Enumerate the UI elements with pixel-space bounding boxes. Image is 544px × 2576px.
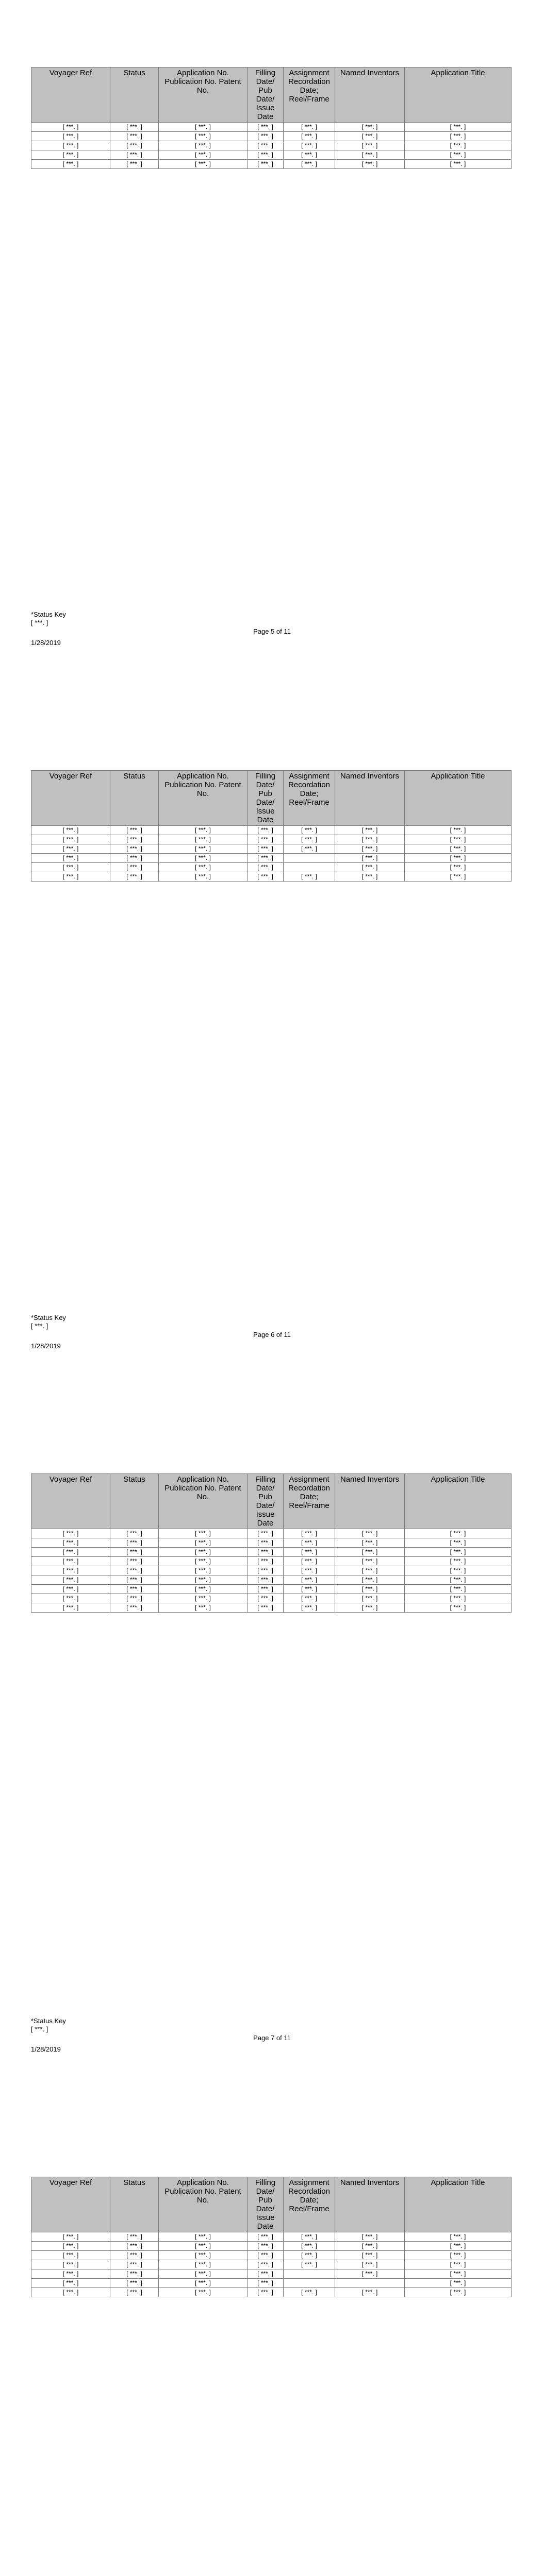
cell-named-inventors: [ ***. ] bbox=[335, 854, 405, 863]
cell-named-inventors: [ ***. ] bbox=[335, 1548, 405, 1557]
col-header-application-title: Application Title bbox=[405, 2177, 512, 2232]
col-header-voyager-ref: Voyager Ref bbox=[31, 2177, 110, 2232]
cell-filling-date: [ ***. ] bbox=[248, 141, 284, 150]
cell-assignment-recordation bbox=[284, 2269, 335, 2279]
cell-filling-date: [ ***. ] bbox=[248, 835, 284, 844]
cell-voyager-ref: [ ***. ] bbox=[31, 1538, 110, 1548]
col-header-filling-date: Filling Date/ Pub Date/ Issue Date bbox=[248, 67, 284, 123]
cell-application-title: [ ***. ] bbox=[405, 854, 512, 863]
cell-assignment-recordation: [ ***. ] bbox=[284, 141, 335, 150]
cell-voyager-ref: [ ***. ] bbox=[31, 1548, 110, 1557]
cell-voyager-ref: [ ***. ] bbox=[31, 123, 110, 132]
cell-named-inventors: [ ***. ] bbox=[335, 1585, 405, 1594]
cell-application-no: [ ***. ] bbox=[159, 1557, 248, 1566]
cell-status: [ ***. ] bbox=[110, 863, 159, 872]
cell-application-no: [ ***. ] bbox=[159, 132, 248, 141]
cell-application-title: [ ***. ] bbox=[405, 2288, 512, 2297]
cell-filling-date: [ ***. ] bbox=[248, 1538, 284, 1548]
table-row bbox=[31, 863, 512, 872]
print-date: 1/28/2019 bbox=[31, 2045, 61, 2053]
cell-filling-date: [ ***. ] bbox=[248, 2260, 284, 2269]
cell-status: [ ***. ] bbox=[110, 132, 159, 141]
cell-assignment-recordation: [ ***. ] bbox=[284, 2232, 335, 2242]
cell-application-title: [ ***. ] bbox=[405, 160, 512, 169]
document-page bbox=[0, 1406, 544, 2110]
cell-application-title: [ ***. ] bbox=[405, 1548, 512, 1557]
patent-schedule-table bbox=[31, 2177, 512, 2297]
status-key-label: *Status Key bbox=[31, 1314, 66, 1321]
cell-application-no: [ ***. ] bbox=[159, 1548, 248, 1557]
cell-assignment-recordation: [ ***. ] bbox=[284, 150, 335, 160]
cell-application-no: [ ***. ] bbox=[159, 863, 248, 872]
table-row bbox=[31, 160, 512, 169]
cell-filling-date: [ ***. ] bbox=[248, 1603, 284, 1613]
cell-assignment-recordation bbox=[284, 863, 335, 872]
cell-application-title: [ ***. ] bbox=[405, 1557, 512, 1566]
document-page bbox=[0, 703, 544, 1406]
col-header-status: Status bbox=[110, 1474, 159, 1529]
cell-application-title: [ ***. ] bbox=[405, 2279, 512, 2288]
table-row bbox=[31, 123, 512, 132]
document-page bbox=[0, 2110, 544, 2576]
cell-application-no: [ ***. ] bbox=[159, 1594, 248, 1603]
table-row bbox=[31, 2260, 512, 2269]
cell-filling-date: [ ***. ] bbox=[248, 826, 284, 835]
cell-application-no: [ ***. ] bbox=[159, 1585, 248, 1594]
cell-application-no: [ ***. ] bbox=[159, 826, 248, 835]
col-header-named-inventors: Named Inventors bbox=[335, 67, 405, 123]
col-header-filling-date: Filling Date/ Pub Date/ Issue Date bbox=[248, 2177, 284, 2232]
cell-voyager-ref: [ ***. ] bbox=[31, 872, 110, 882]
cell-voyager-ref: [ ***. ] bbox=[31, 2269, 110, 2279]
table-row bbox=[31, 2288, 512, 2297]
cell-application-no: [ ***. ] bbox=[159, 854, 248, 863]
table-row bbox=[31, 2242, 512, 2251]
cell-application-no: [ ***. ] bbox=[159, 1575, 248, 1585]
cell-filling-date: [ ***. ] bbox=[248, 854, 284, 863]
cell-voyager-ref: [ ***. ] bbox=[31, 2260, 110, 2269]
cell-application-no: [ ***. ] bbox=[159, 123, 248, 132]
cell-filling-date: [ ***. ] bbox=[248, 1566, 284, 1575]
cell-filling-date: [ ***. ] bbox=[248, 2251, 284, 2260]
cell-named-inventors: [ ***. ] bbox=[335, 844, 405, 854]
cell-assignment-recordation: [ ***. ] bbox=[284, 1603, 335, 1613]
table-row bbox=[31, 150, 512, 160]
cell-filling-date: [ ***. ] bbox=[248, 150, 284, 160]
cell-status: [ ***. ] bbox=[110, 2288, 159, 2297]
cell-named-inventors: [ ***. ] bbox=[335, 826, 405, 835]
table-row bbox=[31, 1529, 512, 1538]
cell-application-no: [ ***. ] bbox=[159, 872, 248, 882]
cell-status: [ ***. ] bbox=[110, 835, 159, 844]
page-number: Page 5 of 11 bbox=[253, 628, 291, 635]
cell-status: [ ***. ] bbox=[110, 1548, 159, 1557]
cell-voyager-ref: [ ***. ] bbox=[31, 160, 110, 169]
cell-status: [ ***. ] bbox=[110, 1585, 159, 1594]
cell-filling-date: [ ***. ] bbox=[248, 1529, 284, 1538]
cell-application-title: [ ***. ] bbox=[405, 863, 512, 872]
cell-filling-date: [ ***. ] bbox=[248, 872, 284, 882]
cell-named-inventors: [ ***. ] bbox=[335, 1557, 405, 1566]
cell-named-inventors: [ ***. ] bbox=[335, 1603, 405, 1613]
cell-filling-date: [ ***. ] bbox=[248, 2279, 284, 2288]
page-number: Page 6 of 11 bbox=[253, 1331, 291, 1338]
cell-status: [ ***. ] bbox=[110, 872, 159, 882]
cell-application-no: [ ***. ] bbox=[159, 835, 248, 844]
cell-application-title: [ ***. ] bbox=[405, 835, 512, 844]
col-header-application-no: Application No. Publication No. Patent No. bbox=[159, 1474, 248, 1529]
cell-named-inventors: [ ***. ] bbox=[335, 160, 405, 169]
cell-status: [ ***. ] bbox=[110, 123, 159, 132]
cell-status: [ ***. ] bbox=[110, 2260, 159, 2269]
cell-assignment-recordation: [ ***. ] bbox=[284, 826, 335, 835]
cell-voyager-ref: [ ***. ] bbox=[31, 1603, 110, 1613]
cell-status: [ ***. ] bbox=[110, 1603, 159, 1613]
table-row bbox=[31, 1575, 512, 1585]
table-row bbox=[31, 132, 512, 141]
col-header-application-title: Application Title bbox=[405, 1474, 512, 1529]
cell-application-title: [ ***. ] bbox=[405, 1585, 512, 1594]
cell-status: [ ***. ] bbox=[110, 844, 159, 854]
cell-status: [ ***. ] bbox=[110, 2251, 159, 2260]
status-key bbox=[31, 611, 66, 627]
cell-status: [ ***. ] bbox=[110, 2242, 159, 2251]
cell-status: [ ***. ] bbox=[110, 1575, 159, 1585]
cell-application-no: [ ***. ] bbox=[159, 160, 248, 169]
table-row bbox=[31, 1548, 512, 1557]
cell-assignment-recordation: [ ***. ] bbox=[284, 2260, 335, 2269]
table-header-row bbox=[31, 1474, 512, 1529]
cell-voyager-ref: [ ***. ] bbox=[31, 132, 110, 141]
cell-application-title: [ ***. ] bbox=[405, 872, 512, 882]
status-key-label: *Status Key bbox=[31, 2017, 66, 2025]
cell-voyager-ref: [ ***. ] bbox=[31, 2242, 110, 2251]
cell-filling-date: [ ***. ] bbox=[248, 863, 284, 872]
cell-status: [ ***. ] bbox=[110, 1529, 159, 1538]
status-key-value: [ ***. ] bbox=[31, 619, 48, 626]
status-key bbox=[31, 1314, 66, 1330]
cell-named-inventors: [ ***. ] bbox=[335, 872, 405, 882]
cell-assignment-recordation: [ ***. ] bbox=[284, 1548, 335, 1557]
cell-voyager-ref: [ ***. ] bbox=[31, 844, 110, 854]
table-header-row bbox=[31, 771, 512, 826]
cell-application-title: [ ***. ] bbox=[405, 1538, 512, 1548]
cell-filling-date: [ ***. ] bbox=[248, 123, 284, 132]
col-header-assignment-recordation: Assignment Recordation Date; Reel/Frame bbox=[284, 67, 335, 123]
table-row bbox=[31, 1594, 512, 1603]
cell-status: [ ***. ] bbox=[110, 2279, 159, 2288]
cell-voyager-ref: [ ***. ] bbox=[31, 1566, 110, 1575]
cell-named-inventors: [ ***. ] bbox=[335, 1538, 405, 1548]
cell-named-inventors: [ ***. ] bbox=[335, 1575, 405, 1585]
cell-assignment-recordation: [ ***. ] bbox=[284, 1575, 335, 1585]
cell-application-no: [ ***. ] bbox=[159, 1603, 248, 1613]
cell-named-inventors: [ ***. ] bbox=[335, 141, 405, 150]
cell-named-inventors: [ ***. ] bbox=[335, 2288, 405, 2297]
table-row bbox=[31, 1603, 512, 1613]
col-header-status: Status bbox=[110, 67, 159, 123]
col-header-status: Status bbox=[110, 2177, 159, 2232]
cell-status: [ ***. ] bbox=[110, 141, 159, 150]
cell-status: [ ***. ] bbox=[110, 1557, 159, 1566]
cell-voyager-ref: [ ***. ] bbox=[31, 2279, 110, 2288]
cell-application-no: [ ***. ] bbox=[159, 2279, 248, 2288]
cell-application-no: [ ***. ] bbox=[159, 1538, 248, 1548]
cell-application-no: [ ***. ] bbox=[159, 2251, 248, 2260]
cell-application-title: [ ***. ] bbox=[405, 150, 512, 160]
cell-filling-date: [ ***. ] bbox=[248, 160, 284, 169]
cell-application-no: [ ***. ] bbox=[159, 2232, 248, 2242]
cell-status: [ ***. ] bbox=[110, 1566, 159, 1575]
cell-assignment-recordation: [ ***. ] bbox=[284, 1529, 335, 1538]
cell-status: [ ***. ] bbox=[110, 160, 159, 169]
table-row bbox=[31, 1585, 512, 1594]
cell-named-inventors: [ ***. ] bbox=[335, 150, 405, 160]
cell-assignment-recordation: [ ***. ] bbox=[284, 132, 335, 141]
cell-assignment-recordation: [ ***. ] bbox=[284, 835, 335, 844]
cell-status: [ ***. ] bbox=[110, 854, 159, 863]
cell-named-inventors: [ ***. ] bbox=[335, 2232, 405, 2242]
cell-voyager-ref: [ ***. ] bbox=[31, 1575, 110, 1585]
status-key-label: *Status Key bbox=[31, 611, 66, 618]
table-row bbox=[31, 826, 512, 835]
cell-application-title: [ ***. ] bbox=[405, 1575, 512, 1585]
cell-application-title: [ ***. ] bbox=[405, 141, 512, 150]
table-row bbox=[31, 844, 512, 854]
cell-voyager-ref: [ ***. ] bbox=[31, 854, 110, 863]
table-header-row bbox=[31, 67, 512, 123]
cell-filling-date: [ ***. ] bbox=[248, 1585, 284, 1594]
cell-voyager-ref: [ ***. ] bbox=[31, 150, 110, 160]
cell-filling-date: [ ***. ] bbox=[248, 844, 284, 854]
document-page bbox=[0, 0, 544, 703]
print-date: 1/28/2019 bbox=[31, 1342, 61, 1350]
cell-named-inventors: [ ***. ] bbox=[335, 2251, 405, 2260]
cell-application-title: [ ***. ] bbox=[405, 132, 512, 141]
cell-filling-date: [ ***. ] bbox=[248, 1557, 284, 1566]
table-row bbox=[31, 2279, 512, 2288]
table-row bbox=[31, 2269, 512, 2279]
cell-application-title: [ ***. ] bbox=[405, 1566, 512, 1575]
cell-named-inventors: [ ***. ] bbox=[335, 123, 405, 132]
cell-named-inventors: [ ***. ] bbox=[335, 863, 405, 872]
cell-filling-date: [ ***. ] bbox=[248, 2232, 284, 2242]
cell-status: [ ***. ] bbox=[110, 826, 159, 835]
patent-schedule-table bbox=[31, 1473, 512, 1613]
cell-status: [ ***. ] bbox=[110, 2269, 159, 2279]
cell-application-title: [ ***. ] bbox=[405, 123, 512, 132]
col-header-status: Status bbox=[110, 771, 159, 826]
table-row bbox=[31, 872, 512, 882]
cell-assignment-recordation: [ ***. ] bbox=[284, 872, 335, 882]
col-header-voyager-ref: Voyager Ref bbox=[31, 771, 110, 826]
cell-named-inventors: [ ***. ] bbox=[335, 1566, 405, 1575]
cell-named-inventors bbox=[335, 2279, 405, 2288]
table-header-row bbox=[31, 2177, 512, 2232]
table-row bbox=[31, 1538, 512, 1548]
cell-status: [ ***. ] bbox=[110, 150, 159, 160]
cell-application-no: [ ***. ] bbox=[159, 1529, 248, 1538]
cell-assignment-recordation: [ ***. ] bbox=[284, 2242, 335, 2251]
col-header-named-inventors: Named Inventors bbox=[335, 771, 405, 826]
patent-schedule-table bbox=[31, 770, 512, 882]
cell-named-inventors: [ ***. ] bbox=[335, 2269, 405, 2279]
cell-status: [ ***. ] bbox=[110, 1538, 159, 1548]
cell-application-title: [ ***. ] bbox=[405, 2232, 512, 2242]
cell-voyager-ref: [ ***. ] bbox=[31, 1585, 110, 1594]
status-key bbox=[31, 2017, 66, 2033]
table-row bbox=[31, 854, 512, 863]
cell-application-title: [ ***. ] bbox=[405, 1529, 512, 1538]
cell-voyager-ref: [ ***. ] bbox=[31, 835, 110, 844]
cell-filling-date: [ ***. ] bbox=[248, 2288, 284, 2297]
status-key-value: [ ***. ] bbox=[31, 1322, 48, 1330]
table-row bbox=[31, 1557, 512, 1566]
col-header-application-title: Application Title bbox=[405, 771, 512, 826]
cell-application-no: [ ***. ] bbox=[159, 2288, 248, 2297]
cell-application-no: [ ***. ] bbox=[159, 844, 248, 854]
cell-application-title: [ ***. ] bbox=[405, 2269, 512, 2279]
cell-assignment-recordation: [ ***. ] bbox=[284, 1594, 335, 1603]
cell-named-inventors: [ ***. ] bbox=[335, 835, 405, 844]
cell-assignment-recordation: [ ***. ] bbox=[284, 1566, 335, 1575]
cell-assignment-recordation: [ ***. ] bbox=[284, 844, 335, 854]
cell-assignment-recordation bbox=[284, 2279, 335, 2288]
col-header-application-title: Application Title bbox=[405, 67, 512, 123]
patent-schedule-table bbox=[31, 67, 512, 169]
col-header-assignment-recordation: Assignment Recordation Date; Reel/Frame bbox=[284, 771, 335, 826]
table-row bbox=[31, 2251, 512, 2260]
cell-assignment-recordation: [ ***. ] bbox=[284, 2251, 335, 2260]
col-header-assignment-recordation: Assignment Recordation Date; Reel/Frame bbox=[284, 1474, 335, 1529]
cell-named-inventors: [ ***. ] bbox=[335, 132, 405, 141]
cell-assignment-recordation: [ ***. ] bbox=[284, 123, 335, 132]
cell-status: [ ***. ] bbox=[110, 2232, 159, 2242]
cell-filling-date: [ ***. ] bbox=[248, 2242, 284, 2251]
cell-named-inventors: [ ***. ] bbox=[335, 2260, 405, 2269]
cell-application-no: [ ***. ] bbox=[159, 141, 248, 150]
col-header-named-inventors: Named Inventors bbox=[335, 1474, 405, 1529]
cell-filling-date: [ ***. ] bbox=[248, 2269, 284, 2279]
cell-voyager-ref: [ ***. ] bbox=[31, 2232, 110, 2242]
cell-voyager-ref: [ ***. ] bbox=[31, 2288, 110, 2297]
col-header-application-no: Application No. Publication No. Patent No. bbox=[159, 771, 248, 826]
table-row bbox=[31, 141, 512, 150]
col-header-named-inventors: Named Inventors bbox=[335, 2177, 405, 2232]
cell-assignment-recordation bbox=[284, 854, 335, 863]
cell-voyager-ref: [ ***. ] bbox=[31, 826, 110, 835]
col-header-filling-date: Filling Date/ Pub Date/ Issue Date bbox=[248, 1474, 284, 1529]
status-key-value: [ ***. ] bbox=[31, 2025, 48, 2033]
cell-application-title: [ ***. ] bbox=[405, 826, 512, 835]
cell-voyager-ref: [ ***. ] bbox=[31, 2251, 110, 2260]
cell-voyager-ref: [ ***. ] bbox=[31, 1594, 110, 1603]
cell-named-inventors: [ ***. ] bbox=[335, 2242, 405, 2251]
cell-status: [ ***. ] bbox=[110, 1594, 159, 1603]
cell-voyager-ref: [ ***. ] bbox=[31, 1529, 110, 1538]
col-header-application-no: Application No. Publication No. Patent No. bbox=[159, 2177, 248, 2232]
cell-voyager-ref: [ ***. ] bbox=[31, 1557, 110, 1566]
cell-assignment-recordation: [ ***. ] bbox=[284, 1585, 335, 1594]
cell-application-title: [ ***. ] bbox=[405, 2242, 512, 2251]
cell-assignment-recordation: [ ***. ] bbox=[284, 2288, 335, 2297]
cell-filling-date: [ ***. ] bbox=[248, 132, 284, 141]
cell-filling-date: [ ***. ] bbox=[248, 1575, 284, 1585]
table-row bbox=[31, 835, 512, 844]
cell-filling-date: [ ***. ] bbox=[248, 1594, 284, 1603]
cell-assignment-recordation: [ ***. ] bbox=[284, 160, 335, 169]
col-header-filling-date: Filling Date/ Pub Date/ Issue Date bbox=[248, 771, 284, 826]
cell-voyager-ref: [ ***. ] bbox=[31, 141, 110, 150]
table-row bbox=[31, 1566, 512, 1575]
table-row bbox=[31, 2232, 512, 2242]
col-header-assignment-recordation: Assignment Recordation Date; Reel/Frame bbox=[284, 2177, 335, 2232]
cell-application-no: [ ***. ] bbox=[159, 1566, 248, 1575]
cell-application-title: [ ***. ] bbox=[405, 2260, 512, 2269]
cell-filling-date: [ ***. ] bbox=[248, 1548, 284, 1557]
cell-application-title: [ ***. ] bbox=[405, 1603, 512, 1613]
cell-application-no: [ ***. ] bbox=[159, 2260, 248, 2269]
cell-application-title: [ ***. ] bbox=[405, 1594, 512, 1603]
cell-assignment-recordation: [ ***. ] bbox=[284, 1538, 335, 1548]
cell-voyager-ref: [ ***. ] bbox=[31, 863, 110, 872]
cell-named-inventors: [ ***. ] bbox=[335, 1529, 405, 1538]
cell-application-no: [ ***. ] bbox=[159, 150, 248, 160]
cell-assignment-recordation: [ ***. ] bbox=[284, 1557, 335, 1566]
cell-application-title: [ ***. ] bbox=[405, 844, 512, 854]
col-header-voyager-ref: Voyager Ref bbox=[31, 1474, 110, 1529]
cell-application-no: [ ***. ] bbox=[159, 2242, 248, 2251]
cell-application-title: [ ***. ] bbox=[405, 2251, 512, 2260]
print-date: 1/28/2019 bbox=[31, 639, 61, 647]
cell-named-inventors: [ ***. ] bbox=[335, 1594, 405, 1603]
col-header-voyager-ref: Voyager Ref bbox=[31, 67, 110, 123]
cell-application-no: [ ***. ] bbox=[159, 2269, 248, 2279]
col-header-application-no: Application No. Publication No. Patent No. bbox=[159, 67, 248, 123]
page-number: Page 7 of 11 bbox=[253, 2034, 291, 2042]
